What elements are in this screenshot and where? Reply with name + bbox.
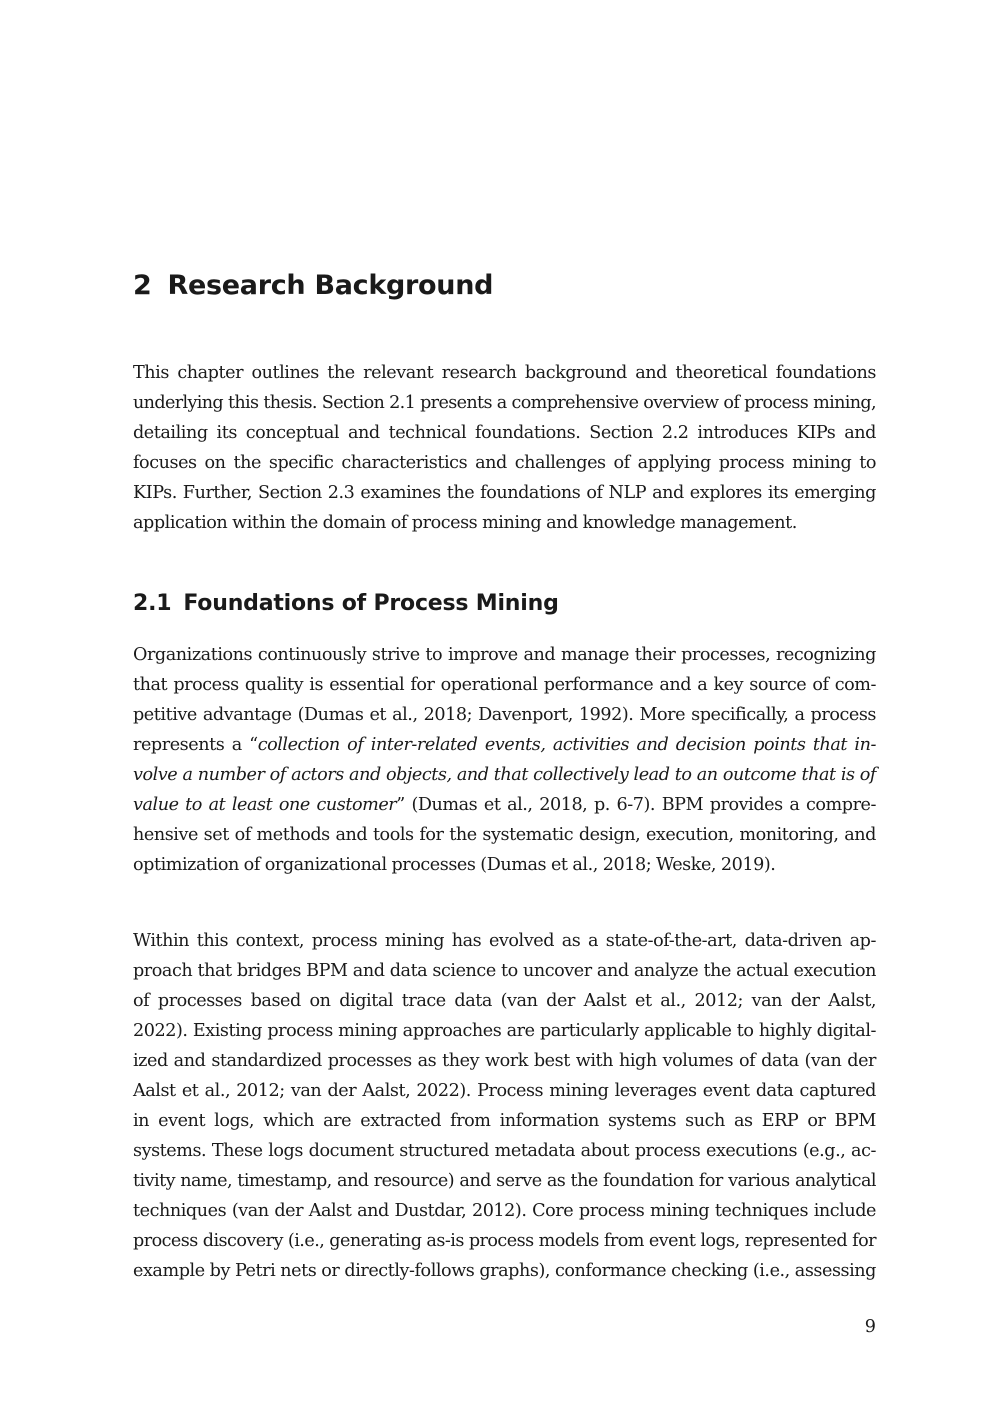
paragraph-line: [133, 730, 876, 760]
paragraph-line: application within the domain of process mining and knowledge management.: [133, 513, 797, 533]
body-paragraph-2: [133, 926, 876, 1286]
paragraph-line: tivity name, timestamp, and resource) and serve as the foundation for various analytical: [133, 1171, 876, 1191]
paragraph-line: focuses on the specific characteristics and challenges of applying process mining to: [133, 453, 876, 473]
chapter-title: Research Background: [167, 270, 494, 301]
paragraph-line: ized and standardized processes as they work best with high volumes of data (van der: [133, 1051, 876, 1071]
paragraph-line: of processes based on digital trace data (van der Aalst et al., 2012; van der Aalst,: [133, 991, 876, 1011]
paragraph-line: Aalst et al., 2012; van der Aalst, 2022). Process mining leverages event data captured: [133, 1081, 876, 1101]
section-title: Foundations of Process Mining: [183, 591, 559, 616]
chapter-number: 2: [133, 270, 152, 301]
section-heading: [133, 588, 559, 620]
paragraph-line: 2022). Existing process mining approaches are particularly applicable to highly digital-: [133, 1021, 876, 1041]
paragraph-line: systems. These logs document structured metadata about process executions (e.g., ac-: [133, 1141, 876, 1161]
citation-text: ” (Dumas et al., 2018, p. 6-7). BPM provides a compre-: [396, 795, 877, 815]
paragraph-line: underlying this thesis. Section 2.1 presents a comprehensive overview of process mining,: [133, 393, 876, 413]
intro-paragraph: [133, 358, 876, 538]
paragraph-line: KIPs. Further, Section 2.3 examines the foundations of NLP and explores its emerging: [133, 483, 876, 503]
paragraph-line: hensive set of methods and tools for the systematic design, execution, monitoring, and: [133, 825, 876, 845]
paragraph-line: proach that bridges BPM and data science to uncover and analyze the actual execution: [133, 961, 876, 981]
paragraph-line: optimization of organizational processes (Dumas et al., 2018; Weske, 2019).: [133, 855, 776, 875]
paragraph-line: detailing its conceptual and technical foundations. Section 2.2 introduces KIPs and: [133, 423, 876, 443]
paragraph-line: This chapter outlines the relevant research background and theoretical foundations: [133, 363, 876, 383]
paragraph-line: techniques (van der Aalst and Dustdar, 2012). Core process mining techniques include: [133, 1201, 876, 1221]
quote-lead-text: represents a “: [133, 735, 258, 755]
paragraph-line: Within this context, process mining has evolved as a state-of-the-art, data-driven ap-: [133, 931, 876, 951]
paragraph-line: process discovery (i.e., generating as-is process models from event logs, represented for: [133, 1231, 876, 1251]
paragraph-line: in event logs, which are extracted from information systems such as ERP or BPM: [133, 1111, 876, 1131]
quote-italic-text: value to at least one customer: [133, 795, 397, 815]
paragraph-line: petitive advantage (Dumas et al., 2018; Davenport, 1992). More specifically, a process: [133, 705, 876, 725]
section-number: 2.1: [133, 591, 172, 616]
paragraph-line: that process quality is essential for operational performance and a key source of com-: [133, 675, 876, 695]
paragraph-line: [133, 790, 876, 820]
paragraph-line: Organizations continuously strive to improve and manage their processes, recognizing: [133, 645, 876, 665]
paragraph-line: [133, 760, 876, 790]
paragraph-line: example by Petri nets or directly-follows graphs), conformance checking (i.e., assessing: [133, 1261, 876, 1281]
chapter-heading: [133, 266, 493, 306]
page-number: 9: [864, 1317, 876, 1337]
quote-italic-text: volve a number of actors and objects, and that collectively lead to an outcome that is of: [133, 765, 876, 785]
body-paragraph-1: [133, 640, 876, 880]
quote-italic-text: collection of inter-related events, activities and decision points that in-: [257, 735, 876, 755]
